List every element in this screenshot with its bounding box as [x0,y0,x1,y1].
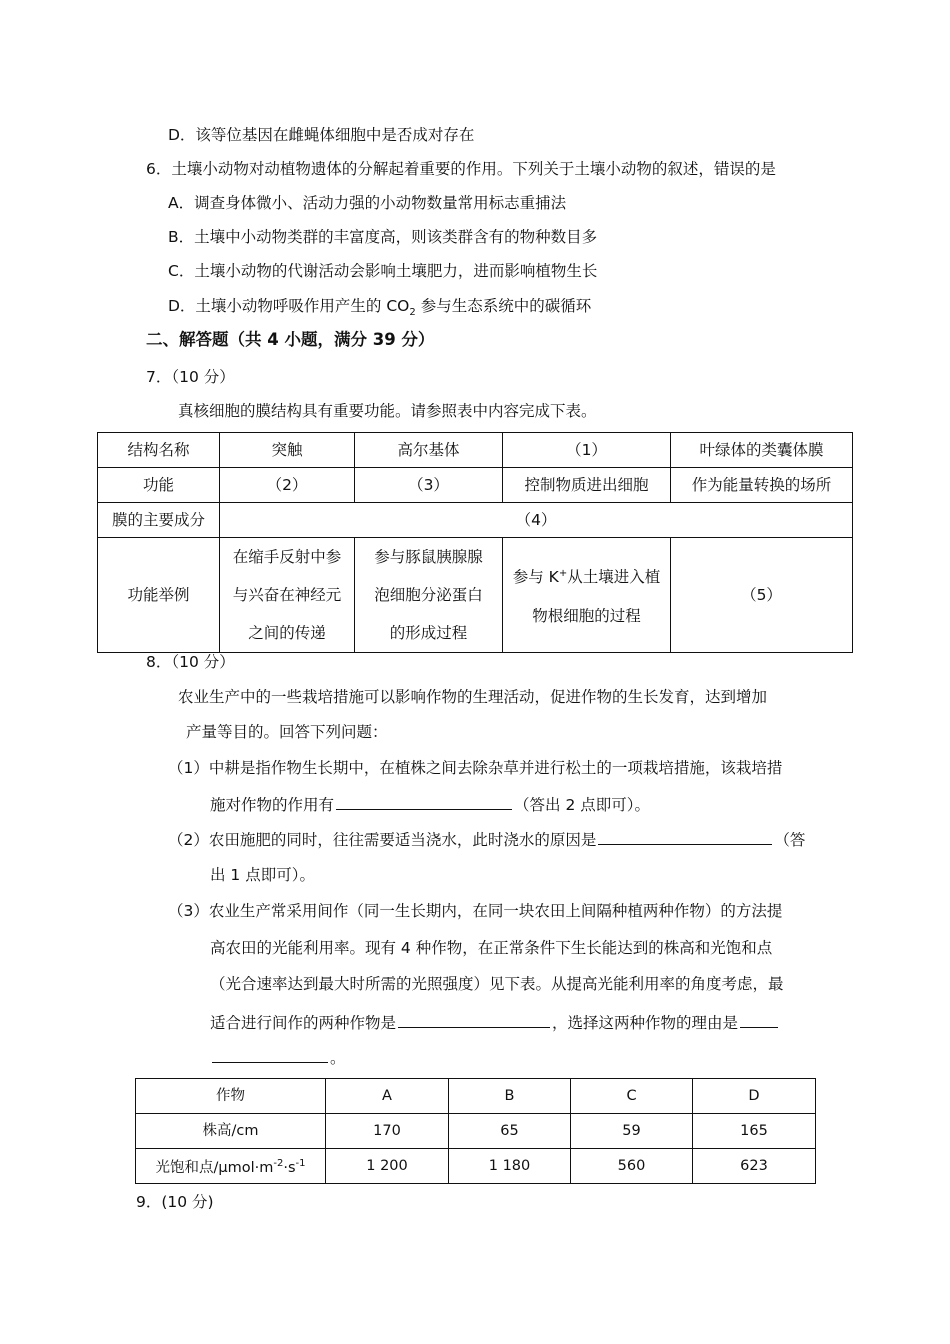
table-cell: 光饱和点$/\mu mol\cdot m^{-2}\cdot s^{-1}$ [136,1149,326,1184]
q8-part3-line4: 适合进行间作的两种作物是 ，选择这两种作物的理由是 [210,1011,780,1034]
table-cell: 高尔基体 [355,433,503,468]
table-row [98,538,853,653]
table-cell: 170 [326,1114,449,1149]
q8-part3-line1: （3）农业生产常采用间作（同一生长期内，在同一块农田上间隔种植两种作物）的方法提 [168,902,783,920]
q8-part3-line3: （光合速率达到最大时所需的光照强度）见下表。从提高光能利用率的角度考虑，最 [210,975,784,993]
q6-option-d: D．土壤小动物呼吸作用产生的 $CO_2$ 参与生态系统中的碳循环 [168,297,592,319]
table-cell: 作物 [136,1079,326,1114]
table-cell: 参与 K+从土壤进入植 物根细胞的过程 [503,538,671,653]
q8-part3-line2: 高农田的光能利用率。现有 4 种作物，在正常条件下生长能达到的株高和光饱和点 [210,939,773,957]
table-cell: 株高/cm [136,1114,326,1149]
q6-stem: 6．土壤小动物对动植物遗体的分解起着重要的作用。下列关于土壤小动物的叙述，错误的是 [146,160,776,178]
q8-part1-line1: （1）中耕是指作物生长期中，在植株之间去除杂草并进行松土的一项栽培措施，该栽培措 [168,759,783,777]
table-row [136,1114,816,1149]
answer-blank[interactable] [398,1011,550,1028]
table-cell: C [571,1079,693,1114]
q8-part2-line2: 出 1 点即可）。 [210,866,315,884]
table-row [136,1149,816,1184]
table-cell: A [326,1079,449,1114]
table-cell: D [693,1079,816,1114]
answer-blank[interactable] [212,1046,328,1063]
q8-intro-1: 农业生产中的一些栽培措施可以影响作物的生理活动，促进作物的生长发育，达到增加 [178,688,768,706]
table-cell: 59 [571,1114,693,1149]
table-cell: 功能 [98,468,220,503]
table-cell: B [449,1079,571,1114]
answer-blank[interactable] [740,1011,778,1028]
table-cell: 作为能量转换的场所 [671,468,853,503]
table-cell: 功能举例 [98,538,220,653]
table-cell: 1 180 [449,1149,571,1184]
table-row [98,468,853,503]
table-cell: （5） [671,538,853,653]
table-cell: 膜的主要成分 [98,503,220,538]
table-cell: 165 [693,1114,816,1149]
q8-part1-line2: 施对作物的作用有 （答出 2 点即可）。 [210,793,650,816]
table-cell: （4） [220,503,853,538]
q8-part3-line5: 。 [210,1046,346,1069]
q8-intro-2: 产量等目的。回答下列问题： [186,723,388,741]
q9-number: 9．(10 分) [136,1193,214,1211]
table-row [98,503,853,538]
table-cell: 控制物质进出细胞 [503,468,671,503]
q6-option-a: A．调查身体微小、活动力强的小动物数量常用标志重捕法 [168,194,567,212]
table-cell: 560 [571,1149,693,1184]
table-cell: 结构名称 [98,433,220,468]
q5-option-d: D．该等位基因在雌蝇体细胞中是否成对存在 [168,126,475,144]
section-title: 二、解答题（共 4 小题，满分 39 分） [146,330,435,349]
q7-number: 7．（10 分） [146,368,235,386]
table-cell: （1） [503,433,671,468]
q8-number: 8．（10 分） [146,653,235,671]
table-cell: （2） [220,468,355,503]
q6-option-c: C．土壤小动物的代谢活动会影响土壤肥力，进而影响植物生长 [168,262,598,280]
table-row [98,433,853,468]
table-cell: 在缩手反射中参 与兴奋在神经元 之间的传递 [220,538,355,653]
table-cell: 参与豚鼠胰腺腺 泡细胞分泌蛋白 的形成过程 [355,538,503,653]
table-cell: 623 [693,1149,816,1184]
q6-option-b: B．土壤中小动物类群的丰富度高，则该类群含有的物种数目多 [168,228,598,246]
q8-part2-line1: （2）农田施肥的同时，往往需要适当浇水，此时浇水的原因是 （答 [168,828,805,851]
table-cell: 突触 [220,433,355,468]
crop-table [135,1078,816,1184]
answer-blank[interactable] [336,793,512,810]
membrane-table [97,432,853,653]
answer-blank[interactable] [598,828,772,845]
table-cell: 65 [449,1114,571,1149]
table-cell: （3） [355,468,503,503]
table-row [136,1079,816,1114]
q7-intro: 真核细胞的膜结构具有重要功能。请参照表中内容完成下表。 [178,402,597,420]
table-cell: 叶绿体的类囊体膜 [671,433,853,468]
table-cell: 1 200 [326,1149,449,1184]
